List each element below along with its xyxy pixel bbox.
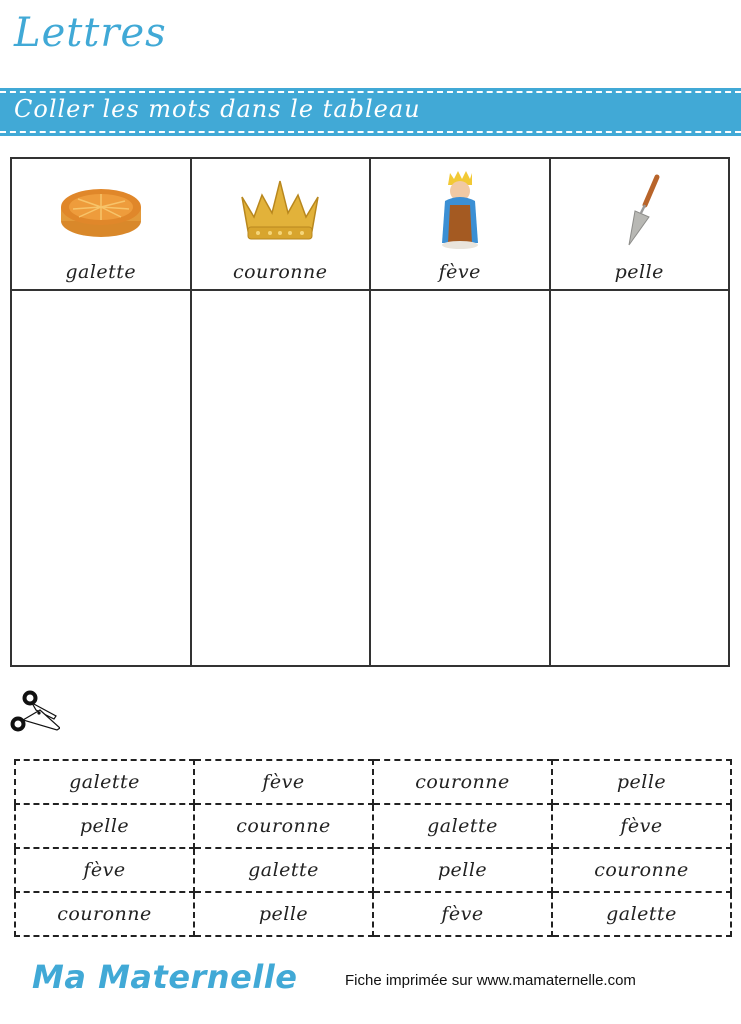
cutout-word-card[interactable]: galette	[373, 804, 552, 848]
instruction-text: Coller les mots dans le tableau	[14, 95, 421, 123]
cake-server-image-icon	[591, 167, 687, 251]
cutout-row	[15, 892, 731, 936]
galette-image-icon	[53, 167, 149, 251]
paste-area-row	[11, 290, 729, 666]
cutout-word-card[interactable]: pelle	[194, 892, 373, 936]
cutout-row	[15, 848, 731, 892]
column-header-couronne	[191, 158, 371, 290]
crown-image-icon	[232, 167, 328, 251]
cutout-word-card[interactable]: pelle	[552, 760, 731, 804]
cutout-row	[15, 804, 731, 848]
paste-area-galette[interactable]	[11, 290, 191, 666]
column-word: pelle	[614, 261, 664, 283]
cutout-word-card[interactable]: pelle	[15, 804, 194, 848]
cutout-word-card[interactable]: couronne	[373, 760, 552, 804]
cutout-word-card[interactable]: galette	[194, 848, 373, 892]
cutout-row	[15, 760, 731, 804]
king-figurine-image-icon	[412, 167, 508, 251]
cutout-words-table	[14, 759, 732, 937]
column-word: fève	[438, 261, 481, 283]
paste-area-couronne[interactable]	[191, 290, 371, 666]
cutout-word-card[interactable]: couronne	[552, 848, 731, 892]
instruction-banner	[0, 88, 741, 136]
cutout-word-card[interactable]: fève	[552, 804, 731, 848]
paste-area-pelle[interactable]	[550, 290, 730, 666]
cutout-word-card[interactable]: fève	[15, 848, 194, 892]
brand-logo: Ma Maternelle	[32, 958, 298, 996]
column-word: couronne	[232, 261, 328, 283]
cutout-word-card[interactable]: galette	[552, 892, 731, 936]
scissors-icon	[10, 690, 60, 732]
cutout-word-card[interactable]: couronne	[15, 892, 194, 936]
cutout-word-card[interactable]: fève	[194, 760, 373, 804]
cutout-word-card[interactable]: couronne	[194, 804, 373, 848]
column-header-galette	[11, 158, 191, 290]
sorting-table	[10, 157, 730, 667]
column-header-feve	[370, 158, 550, 290]
cutout-word-card[interactable]: pelle	[373, 848, 552, 892]
column-header-pelle	[550, 158, 730, 290]
cutout-word-card[interactable]: fève	[373, 892, 552, 936]
column-word: galette	[65, 261, 137, 283]
banner-dashed-line-top	[0, 91, 741, 93]
print-source-note: Fiche imprimée sur www.mamaternelle.com	[345, 972, 636, 989]
table-header-row	[11, 158, 729, 290]
cutout-word-card[interactable]: galette	[15, 760, 194, 804]
banner-dashed-line-bottom	[0, 131, 741, 133]
page-title: Lettres	[14, 10, 167, 56]
paste-area-feve[interactable]	[370, 290, 550, 666]
